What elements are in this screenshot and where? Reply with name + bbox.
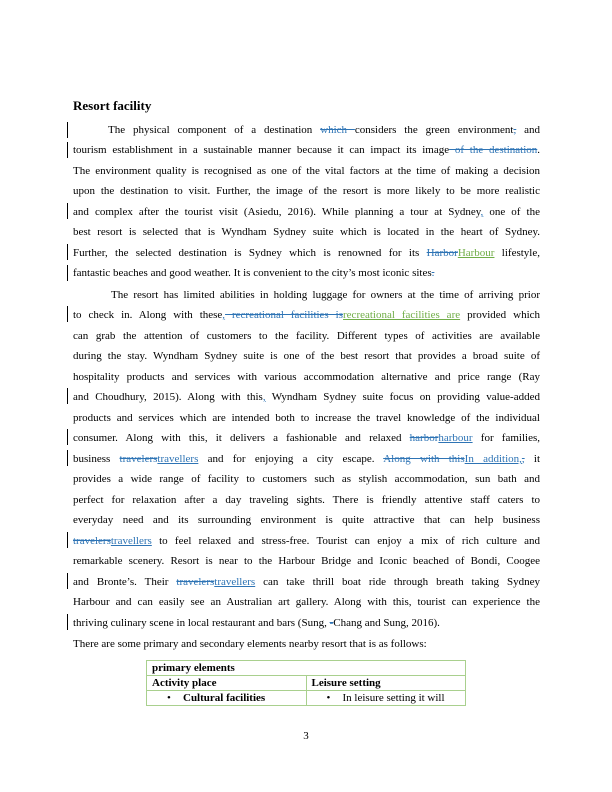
paragraph-1-line: fantastic beaches and good weather. It is convenient to the city’s most iconic sites. (73, 267, 435, 279)
paragraph-2-line: travelerstravellers to feel relaxed and stress-free. Tourist can enjoy a mix of rich culture and (73, 535, 540, 547)
paragraph-2-line: Harbour and can easily see an Australian art gallery. Along with this, tourist can experience the (73, 596, 540, 608)
tracked-insertion: travellers (110, 535, 152, 547)
change-bar (67, 244, 68, 260)
table-cell: • In leisure setting it will (306, 691, 466, 706)
tracked-insertion: In addition, (464, 453, 522, 465)
tracked-deletion: recreational facilities is (225, 309, 344, 321)
paragraph-2-line: to check in. Along with these, recreational facilities isrecreational facilities are provided which (73, 309, 541, 321)
paragraph-2-line: remarkable scenery. Resort is near to the Harbour Bridge and Iconic beached of Bondi, Coogee (73, 555, 540, 567)
change-bar (67, 573, 68, 589)
tracked-insertion: travellers (214, 576, 256, 588)
paragraph-2-line: hospitality products and services with various accommodation alternative and price range (Ray (73, 371, 540, 383)
change-bar (67, 450, 68, 466)
paragraph-2-line: products and services which are intended both to increase the travel knowledge of the individual (73, 412, 540, 424)
paragraph-2-line: and Choudhury, 2015). Along with this, Wyndham Sydney suite focus on providing value-added (73, 391, 540, 403)
tracked-deletion: Along with this (383, 453, 465, 465)
tracked-insertion: Harbour (457, 247, 495, 259)
change-bar (67, 306, 68, 322)
tracked-deletion: harbor (409, 432, 439, 444)
paragraph-2-line: perfect for relaxation after a day traveling sights. There is friendly attentive staff caters to (73, 494, 540, 506)
paragraph-2-line: business travelerstravellers and for enjoying a city escape. Along with thisIn addition,, it (73, 453, 541, 465)
bullet-icon: • (326, 692, 331, 704)
tracked-deletion: - (329, 617, 334, 629)
paragraph-2-line: during the stay. Wyndham Sydney suite is one of the best resort that provides a broad suite of (73, 350, 540, 362)
page-number: 3 (303, 730, 309, 742)
tracked-insertion: travellers (157, 453, 199, 465)
tracked-deletion: travelers (176, 576, 215, 588)
paragraph-1-line: The physical component of a destination which considers the green environment, and (108, 124, 540, 136)
paragraph-3: There are some primary and secondary elements nearby resort that is as follows: (73, 638, 427, 650)
paragraph-2-line: The resort has limited abilities in holding luggage for owners at the time of arriving prior (111, 289, 540, 301)
paragraph-2-line: and Bronte’s. Their travelerstravellers can take thrill boat ride through breath taking Sydney (73, 576, 540, 588)
section-heading: Resort facility (73, 98, 152, 113)
change-bar (67, 203, 68, 219)
tracked-insertion: recreational facilities are (343, 309, 461, 321)
table-header-leisure-setting: Leisure setting (306, 676, 466, 691)
paragraph-2-line: consumer. Along with this, it delivers a fashionable and relaxed harborharbour for families, (73, 432, 540, 444)
change-bar (67, 265, 68, 281)
table-title: primary elements (147, 661, 466, 676)
change-bar (67, 614, 68, 630)
change-bar (67, 532, 68, 548)
paragraph-2-line: everyday need and its surrounding environment is quite attractive that can help business (73, 514, 540, 526)
tracked-insertion: harbour (438, 432, 473, 444)
elements-table (146, 660, 466, 706)
paragraph-2-line: can grab the attention of customers to the facility. Different types of activities are available (73, 330, 540, 342)
table-cell: • Cultural facilities (147, 691, 307, 706)
tracked-deletion: . (431, 267, 435, 279)
table-header-activity-place: Activity place (147, 676, 307, 691)
bullet-icon: • (167, 692, 171, 704)
paragraph-1-line: Further, the selected destination is Sydney which is renowned for its HarborHarbour lifestyle, (73, 247, 540, 259)
tracked-deletion: , (521, 453, 525, 465)
tracked-deletion: travelers (119, 453, 158, 465)
paragraph-1-line: and complex after the tourist visit (Asiedu, 2016). While planning a tour at Sydney, one of the (73, 206, 540, 218)
tracked-deletion: which (320, 124, 355, 136)
change-bar (67, 429, 68, 445)
tracked-deletion: of the destination (449, 144, 538, 156)
change-bar (67, 122, 68, 138)
tracked-insertion: , (480, 206, 484, 218)
tracked-deletion: travelers (73, 535, 111, 547)
paragraph-1-line: upon the destination to visit. Further, the image of the resort is more likely to be more realistic (73, 185, 540, 197)
paragraph-1-line: tourism establishment in a sustainable manner because it can impact its image of the destination. (73, 144, 540, 156)
change-bar (67, 388, 68, 404)
paragraph-1-line: The environment quality is recognised as one of the vital factors at the time of making a decision (73, 165, 540, 177)
change-bar (67, 142, 68, 158)
paragraph-1-line: best resort is selected that is Wyndham Sydney suite which is located in the heart of Sydney. (73, 226, 540, 238)
tracked-deletion: Harbor (426, 247, 458, 259)
tracked-deletion: , (513, 124, 517, 136)
tracked-insertion: , (262, 391, 266, 403)
tracked-insertion: , (222, 309, 226, 321)
paragraph-2-line: thriving culinary scene in local restaurant and bars (Sung, -Chang and Sung, 2016). (73, 617, 440, 629)
paragraph-2-line: provides a wide range of facility to customers such as stylish accommodation, sun bath and (73, 473, 540, 485)
